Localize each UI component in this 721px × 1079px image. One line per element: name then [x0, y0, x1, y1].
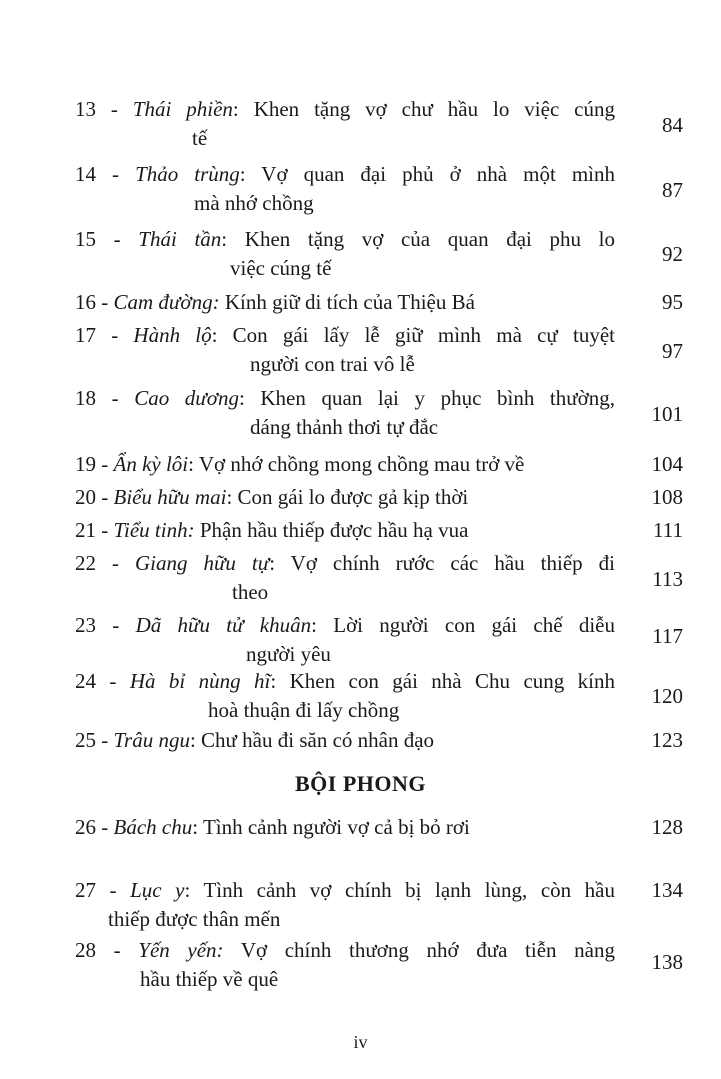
- entry-separator: :: [184, 878, 204, 902]
- entry-description: Khen tặng vợ của quan đại phu lo: [244, 227, 615, 251]
- entry-line: [75, 517, 615, 543]
- entry-number: 15 -: [75, 227, 139, 251]
- entry-number: 22 -: [75, 551, 135, 575]
- entry-page-number: 111: [653, 518, 683, 542]
- entry-description: Khen quan lại y phục bình thường,: [260, 386, 615, 410]
- entry-line: [75, 96, 615, 122]
- entry-separator: :: [192, 815, 203, 839]
- entry-number: 19 -: [75, 452, 114, 476]
- entry-title: Thảo trùng: [135, 162, 240, 186]
- entry-description-continued: hoà thuận đi lấy chồng: [208, 698, 400, 722]
- entry-line: [75, 161, 615, 187]
- entry-separator: :: [269, 551, 291, 575]
- entry-separator: :: [188, 452, 199, 476]
- entry-page-number: 104: [651, 452, 683, 476]
- entry-line: [75, 289, 615, 315]
- entry-page-number: 128: [651, 815, 683, 839]
- entry-description-continued: thiếp được thân mến: [108, 907, 281, 931]
- entry-title: Yến yến:: [138, 938, 224, 962]
- entry-description: Tình cảnh người vợ cả bị bỏ rơi: [202, 815, 470, 839]
- entry-description-continued: người yêu: [246, 642, 331, 666]
- entry-line: [75, 451, 615, 477]
- entry-title: Cao dương: [134, 386, 239, 410]
- entry-description-continued: mà nhớ chồng: [194, 191, 314, 215]
- entry-page-number: 108: [651, 485, 683, 509]
- entry-description: Lời người con gái chế diễu: [333, 613, 615, 637]
- entry-separator: :: [238, 386, 261, 410]
- entry-title: Hà bỉ nùng hĩ: [129, 669, 271, 693]
- entry-description: Khen tặng vợ chư hầu lo việc cúng: [253, 97, 616, 121]
- entry-number: 21 -: [75, 518, 114, 542]
- entry-separator: :: [232, 97, 254, 121]
- entry-page-number: 101: [651, 402, 683, 426]
- entry-description: Phận hầu thiếp được hầu hạ vua: [199, 518, 469, 542]
- entry-page-number: 97: [662, 339, 683, 363]
- entry-page-number: 84: [662, 113, 683, 137]
- entry-description: Vợ quan đại phủ ở nhà một mình: [261, 162, 616, 186]
- section-heading: BỘI PHONG: [294, 771, 426, 796]
- entry-line: [75, 612, 615, 638]
- entry-separator: :: [221, 227, 245, 251]
- entry-description: Khen con gái nhà Chu cung kính: [289, 669, 616, 693]
- entry-description: Vợ nhớ chồng mong chồng mau trở về: [198, 452, 525, 476]
- entry-page-number: 95: [662, 290, 683, 314]
- entry-title: Lục y: [130, 878, 185, 902]
- entry-description-continued: hầu thiếp về quê: [140, 967, 279, 991]
- entry-title: Tiểu tinh:: [113, 518, 195, 542]
- entry-title: Thái tần: [138, 227, 222, 251]
- entry-number: 25 -: [75, 728, 114, 752]
- entry-description: Con gái lấy lễ giữ mình mà cự tuyệt: [232, 323, 615, 347]
- entry-line: [75, 727, 615, 753]
- entry-description-continued: dáng thảnh thơi tự đắc: [250, 415, 439, 439]
- entry-separator: :: [211, 323, 233, 347]
- entry-number: 26 -: [75, 815, 114, 839]
- entry-number: 17 -: [75, 323, 134, 347]
- entry-page-number: 120: [651, 684, 683, 708]
- entry-title: Dã hữu tử khuân: [135, 613, 312, 637]
- entry-title: Ẩn kỳ lôi: [113, 452, 189, 476]
- entry-description: Vợ chính rước các hầu thiếp đi: [290, 551, 615, 575]
- entry-page-number: 113: [652, 567, 683, 591]
- entry-line: [75, 484, 615, 510]
- entry-separator: :: [311, 613, 334, 637]
- entry-title: Cam đường:: [113, 290, 220, 314]
- entry-number: 14 -: [75, 162, 136, 186]
- entry-title: Trâu ngu: [113, 728, 190, 752]
- entry-number: 23 -: [75, 613, 136, 637]
- entry-separator: :: [189, 728, 202, 752]
- entry-description: Con gái lo được gả kịp thời: [237, 485, 469, 509]
- entry-description-continued: tế: [192, 126, 208, 150]
- entry-line: [75, 937, 615, 963]
- entry-number: 28 -: [75, 938, 139, 962]
- entry-title: Hành lộ: [133, 323, 212, 347]
- entry-line: [75, 385, 615, 411]
- entry-title: Biểu hữu mai: [113, 485, 227, 509]
- page-number-footer: iv: [353, 1032, 368, 1052]
- entry-number: 18 -: [75, 386, 135, 410]
- entry-description-continued: theo: [232, 580, 269, 604]
- entry-line: [75, 550, 615, 576]
- entry-page-number: 117: [652, 624, 683, 648]
- entry-page-number: 123: [651, 728, 683, 752]
- entry-description: Tình cảnh vợ chính bị lạnh lùng, còn hầu: [203, 878, 615, 902]
- entry-page-number: 138: [651, 950, 683, 974]
- entry-title: Giang hữu tự: [134, 551, 270, 575]
- entry-description: Kính giữ di tích của Thiệu Bá: [224, 290, 475, 314]
- entry-description-continued: việc cúng tế: [230, 256, 332, 280]
- entry-line: [75, 226, 615, 252]
- entry-description-continued: người con trai vô lễ: [250, 352, 415, 376]
- entry-line: [75, 877, 615, 903]
- entry-number: 24 -: [75, 669, 130, 693]
- entry-number: 27 -: [75, 878, 131, 902]
- entry-separator: :: [226, 485, 238, 509]
- entry-separator: [224, 938, 241, 962]
- entry-separator: :: [270, 669, 290, 693]
- entry-title: Thái phiền: [132, 97, 233, 121]
- entry-description: Chư hầu đi săn có nhân đạo: [201, 728, 435, 752]
- entry-title: Bách chu: [113, 815, 193, 839]
- entry-separator: :: [239, 162, 262, 186]
- entry-page-number: 92: [662, 242, 683, 266]
- entry-line: [75, 322, 615, 348]
- entry-line: [75, 668, 615, 694]
- entry-line: [75, 814, 615, 840]
- entry-page-number: 87: [662, 178, 683, 202]
- entry-description: Vợ chính thương nhớ đưa tiễn nàng: [240, 938, 615, 962]
- entry-number: 20 -: [75, 485, 114, 509]
- entry-number: 16 -: [75, 290, 114, 314]
- entry-page-number: 134: [651, 878, 683, 902]
- entry-number: 13 -: [75, 97, 133, 121]
